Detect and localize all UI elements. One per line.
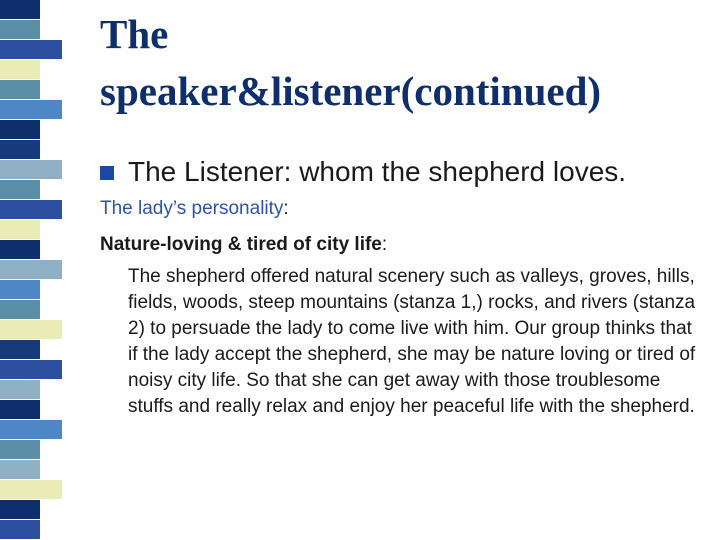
personality-heading	[100, 198, 289, 220]
strip-block	[0, 280, 40, 300]
strip-block	[0, 420, 62, 440]
strip-block	[0, 380, 40, 400]
strip-block	[0, 240, 40, 260]
strip-block	[0, 340, 40, 360]
strip-block	[0, 440, 40, 460]
strip-block	[0, 140, 40, 160]
personality-heading-text: The lady’s personality	[100, 198, 284, 219]
strip-block	[0, 20, 40, 40]
strip-block	[0, 360, 62, 380]
square-bullet-icon	[100, 166, 114, 180]
strip-block	[0, 500, 40, 520]
strip-block	[0, 80, 40, 100]
strip-block	[0, 400, 40, 420]
strip-block	[0, 480, 62, 500]
strip-block	[0, 320, 62, 340]
strip-block	[0, 200, 62, 220]
listener-bullet-text: The Listener: whom the shepherd loves.	[128, 156, 627, 187]
body-paragraph: The shepherd offered natural scenery such as valleys, groves, hills, fields, woods, steep mountains (stanza 1,) rocks, and rivers (stanza 2) to persuade the lady to come live with him. Our group thinks that if the lady accept the shepherd, she may be nature loving or tired of noisy city life. So that she can get away with those troublesome stuffs and really relax and enjoy her peaceful life with the shepherd.	[128, 266, 696, 417]
strip-block	[0, 180, 40, 200]
decorative-color-strip	[0, 0, 62, 540]
strip-block	[0, 0, 40, 20]
strip-block	[0, 120, 40, 140]
strip-block	[0, 100, 62, 120]
strip-block	[0, 460, 40, 480]
strip-block	[0, 60, 40, 80]
personality-heading-colon: :	[283, 198, 289, 219]
slide-title	[100, 6, 710, 120]
nature-loving-heading-text: Nature-loving & tired of city life	[100, 234, 382, 255]
strip-block	[0, 520, 40, 540]
slide-title-line-2: speaker&listener(continued)	[100, 68, 602, 114]
strip-block	[0, 160, 62, 180]
strip-block	[0, 40, 62, 60]
nature-loving-heading-colon: :	[381, 234, 388, 255]
strip-block	[0, 220, 40, 240]
slide-title-line-1: The	[100, 11, 169, 57]
nature-loving-heading	[100, 234, 387, 256]
strip-block	[0, 260, 62, 280]
listener-bullet	[100, 156, 626, 188]
strip-block	[0, 300, 40, 320]
